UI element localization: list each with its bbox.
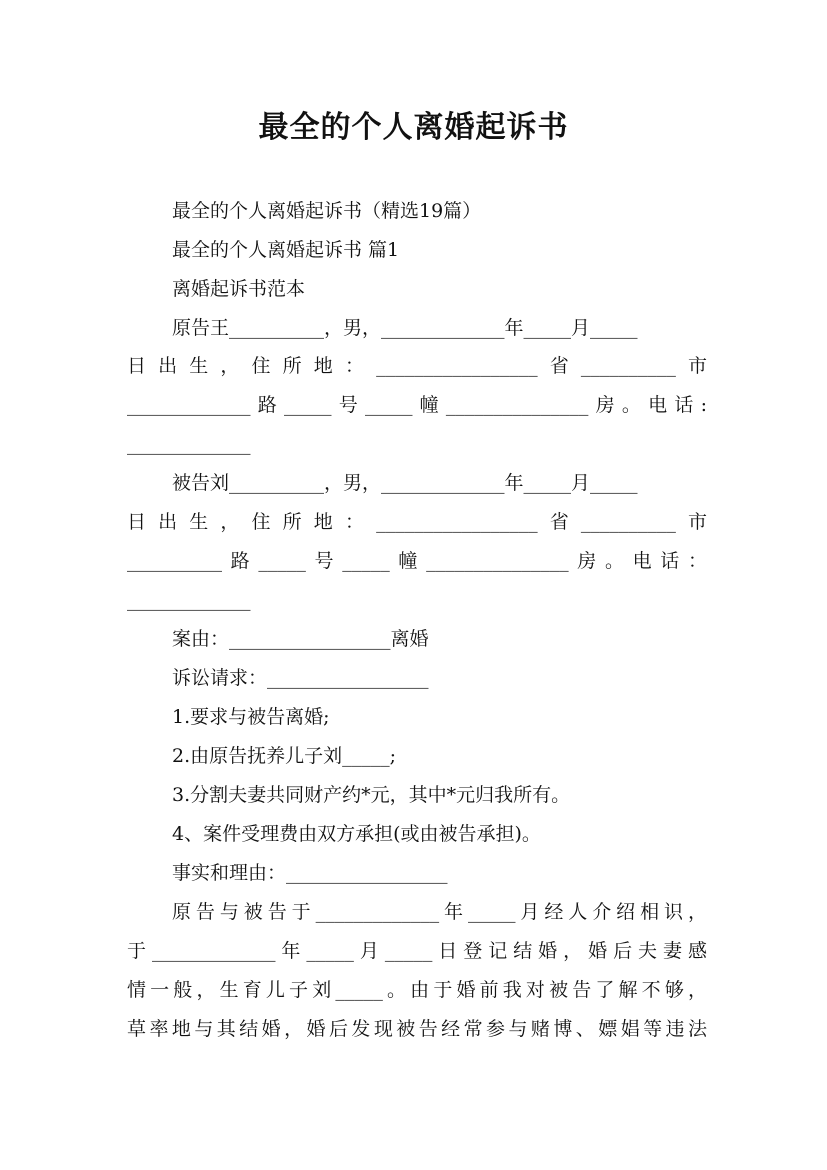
facts-paragraph-line-3: 情一般，生育儿子刘_____。由于婚前我对被告了解不够， [127, 979, 707, 1001]
claims-heading: 诉讼请求：_________________ [172, 667, 429, 689]
defendant-line-3: __________路_____号_____幢_______________房。电话： [127, 550, 707, 572]
defendant-line-4: _____________ [127, 589, 251, 611]
facts-paragraph-line-1: 原告与被告于_____________年_____月经人介绍相识， [172, 901, 707, 923]
defendant-line-2: 日出生，住所地：_________________省__________市 [127, 511, 707, 533]
document-title: 最全的个人离婚起诉书 [258, 110, 569, 145]
facts-paragraph-line-4: 草率地与其结婚，婚后发现被告经常参与赌博、嫖娼等违法 [127, 1018, 707, 1040]
facts-paragraph-line-2: 于_____________年_____月_____日登记结婚，婚后夫妻感 [127, 940, 707, 962]
claim-item-1: 1.要求与被告离婚; [172, 706, 330, 728]
claim-item-3: 3.分割夫妻共同财产约*元，其中*元归我所有。 [172, 784, 571, 806]
plaintiff-line-1: 原告王__________，男，_____________年_____月_____ [172, 317, 638, 339]
section-heading: 最全的个人离婚起诉书 篇1 [172, 239, 400, 261]
claim-item-4: 4、案件受理费由双方承担(或由被告承担)。 [172, 823, 541, 845]
plaintiff-line-3: _____________路_____号_____幢_______________房。电话: [127, 394, 707, 416]
plaintiff-line-2: 日出生，住所地：_________________省__________市 [127, 355, 707, 377]
subtitle-line: 最全的个人离婚起诉书（精选19篇） [172, 200, 482, 222]
case-cause-line: 案由：_________________离婚 [172, 628, 429, 650]
facts-heading: 事实和理由：_________________ [172, 862, 448, 884]
template-heading: 离婚起诉书范本 [172, 278, 306, 300]
plaintiff-line-4: _____________ [127, 433, 251, 455]
defendant-line-1: 被告刘__________，男，_____________年_____月_____ [172, 472, 638, 494]
claim-item-2: 2.由原告抚养儿子刘_____; [172, 745, 397, 767]
